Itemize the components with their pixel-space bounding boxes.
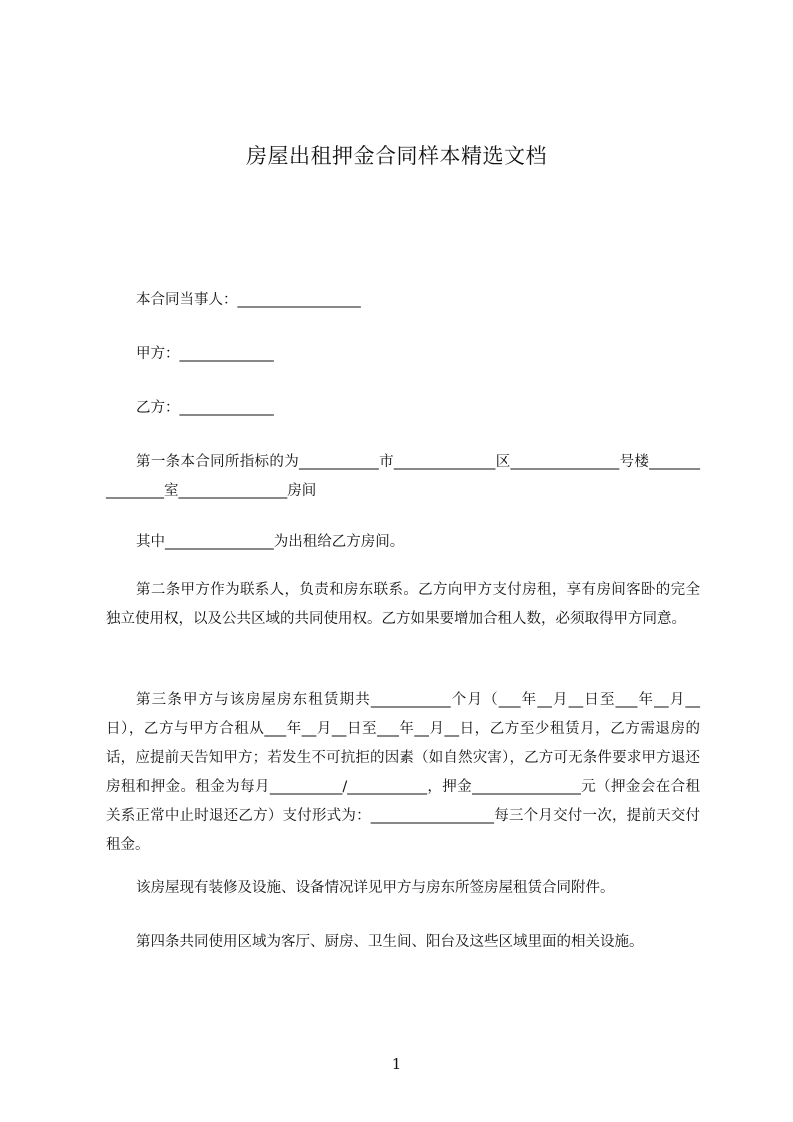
article-2: 第二条甲方作为联系人，负责和房东联系。乙方向甲方支付房租，享有房间客卧的完全独立使用权，以及公共区域的共同使用权。乙方如果要增加合租人数，必须取得甲方同意。 bbox=[106, 582, 700, 627]
article-3: 第三条甲方与该房屋房东租赁期共___________个月（___年__月__日至___年__月__日），乙方与甲方合租从___年__月__日至___年__月__日，乙方至少租赁月，乙方需退房的话，应提前天告知甲方；若发生不可抗拒的因素（如自然灾害），乙方可无条件要求甲方退还房租和押金。租金为每月__________/___________，押金_______________元（押金会在合租关系正常中止时退还乙方）支付形式为：_________________每三个月交付一次，提前天交付租金。 bbox=[106, 692, 700, 853]
document-title: 房屋出租押金合同样本精选文档 bbox=[246, 144, 547, 168]
party-a-line: 甲方：_____________ bbox=[136, 346, 274, 362]
article-1: 第一条本合同所指标的为___________市______________区_______________号楼_______________室_______________房间 bbox=[106, 454, 700, 499]
party-line: 本合同当事人：_________________ bbox=[136, 292, 361, 308]
room-designation: 其中_______________为出租给乙方房间。 bbox=[136, 534, 405, 550]
article-4: 第四条共同使用区域为客厅、厨房、卫生间、阳台及这些区域里面的相关设施。 bbox=[136, 934, 644, 950]
facilities-note: 该房屋现有装修及设施、设备情况详见甲方与房东所签房屋租赁合同附件。 bbox=[136, 880, 615, 896]
party-b-line: 乙方：_____________ bbox=[136, 400, 274, 416]
page-number: 1 bbox=[391, 1055, 402, 1073]
